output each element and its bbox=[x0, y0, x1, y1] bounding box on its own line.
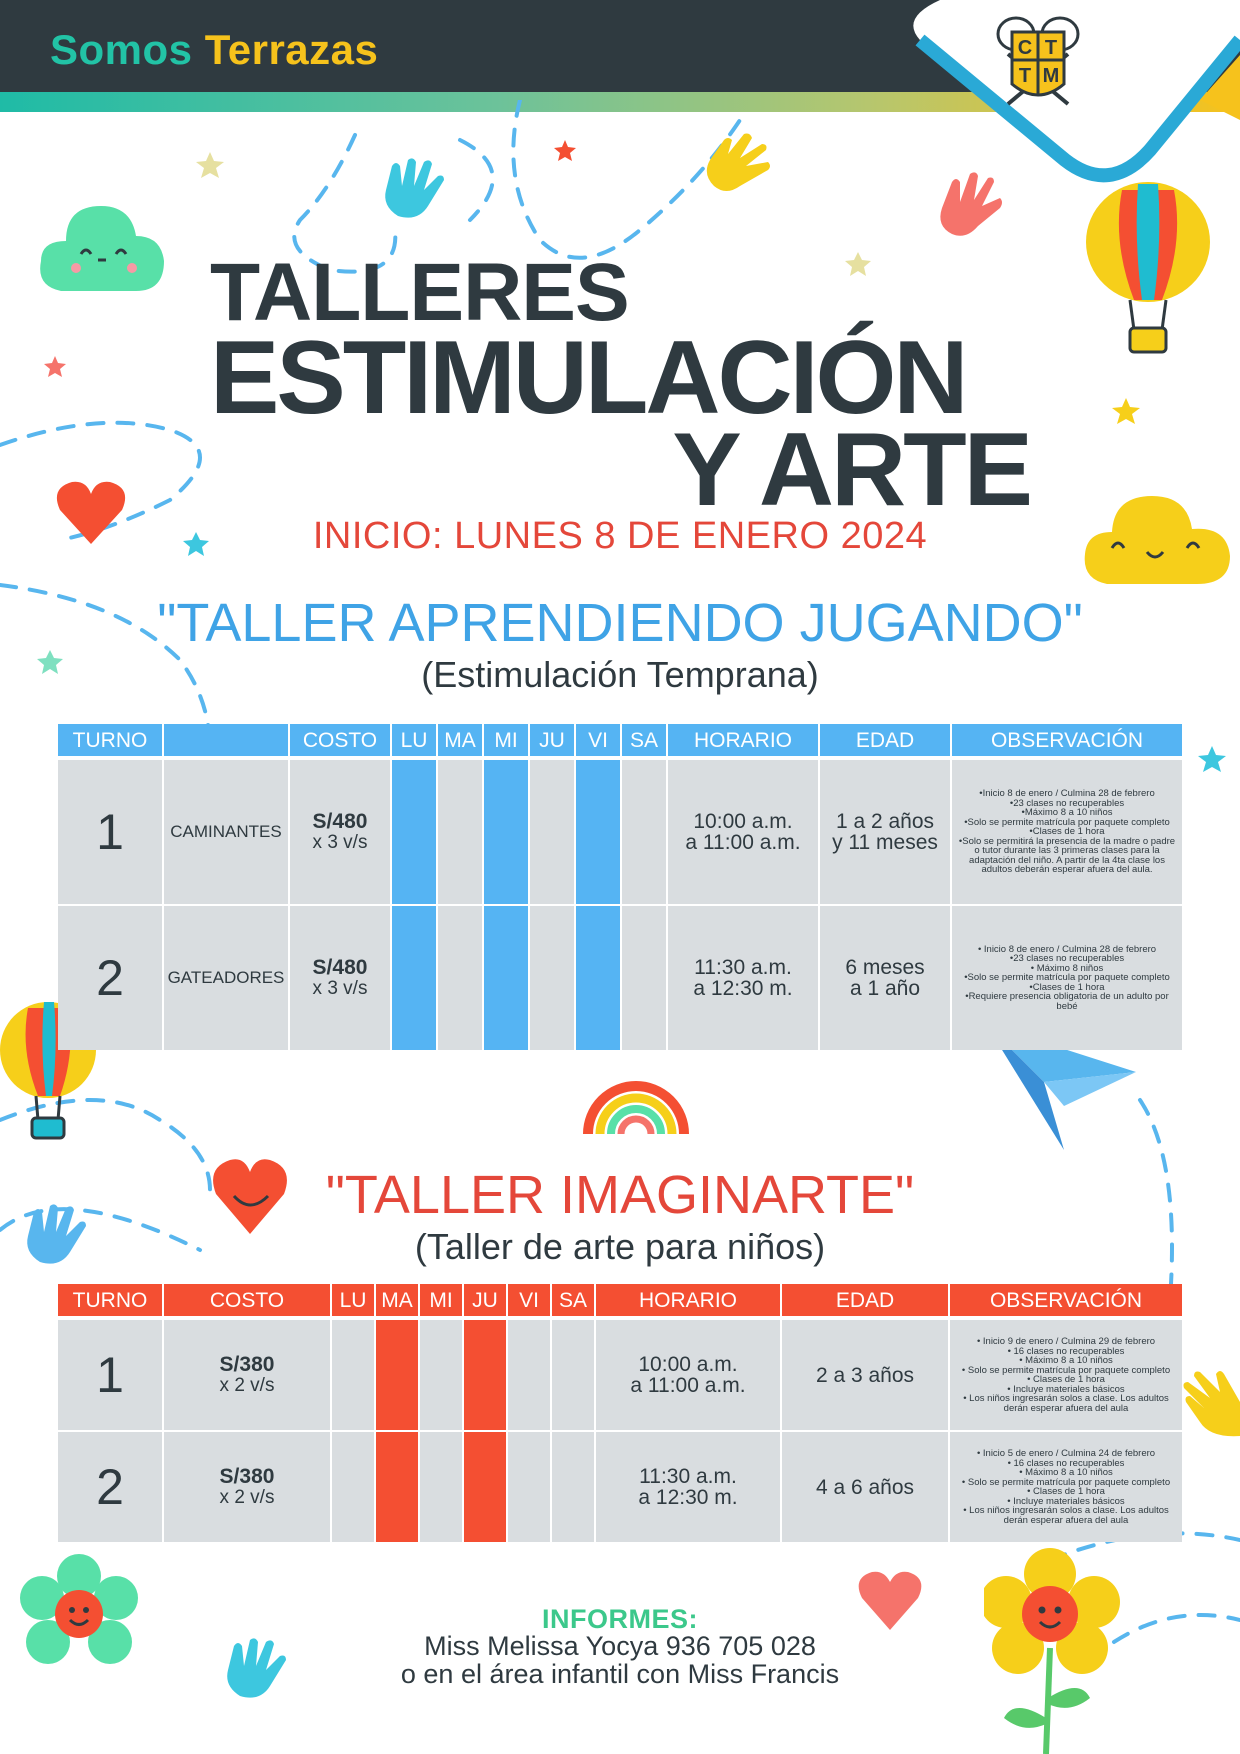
t1-r1-day-lu bbox=[392, 760, 436, 904]
t2-r2-frecuencia: x 2 v/s bbox=[219, 1487, 275, 1509]
brand-part1: Somos bbox=[50, 26, 193, 73]
taller1-header-row bbox=[58, 724, 1182, 756]
obs-line: • Solo se permite matrícula por paquete completo bbox=[961, 1364, 1171, 1376]
t2-head-vi: VI bbox=[508, 1284, 550, 1316]
t1-r1-turno: 1 bbox=[58, 760, 162, 904]
taller1-subtitle: (Estimulación Temprana) bbox=[421, 654, 819, 695]
obs-line: • 16 clases no recuperables bbox=[1007, 1345, 1125, 1357]
t1-head-mi: MI bbox=[484, 724, 528, 756]
t2-head-costo: COSTO bbox=[164, 1284, 330, 1316]
t1-head-turno: TURNO bbox=[58, 724, 162, 756]
obs-line: •Clases de 1 hora bbox=[1029, 981, 1105, 993]
t1-r1-day-ju bbox=[530, 760, 574, 904]
t1-r2-day-mi bbox=[484, 906, 528, 1050]
table-row bbox=[58, 760, 1182, 904]
t2-r1-precio: S/380 bbox=[219, 1353, 275, 1376]
t2-head-ma: MA bbox=[376, 1284, 418, 1316]
obs-line: •Solo se permite matrícula por paquete completo bbox=[964, 816, 1170, 828]
t2-r2-day-lu bbox=[332, 1432, 374, 1542]
t2-r2-day-ju bbox=[464, 1432, 506, 1542]
t1-r1-edad bbox=[820, 760, 950, 904]
t2-r1-turno: 1 bbox=[58, 1320, 162, 1430]
obs-line: •Máximo 8 a 10 niños bbox=[1021, 807, 1113, 819]
t1-r2-observacion bbox=[952, 906, 1182, 1050]
t1-head-ma: MA bbox=[438, 724, 482, 756]
obs-line: •Solo se permitirá la presencia de la madre o padre o tutor durante las 3 primeras clases para la adaptación del niño. A partir de la 4ta clase los adultos deberán esperar afuera del aula. bbox=[958, 835, 1176, 876]
obs-line: • Solo se permite matrícula por paquete completo bbox=[961, 1476, 1171, 1488]
t2-r2-day-ma bbox=[376, 1432, 418, 1542]
t2-r2-observacion bbox=[950, 1432, 1182, 1542]
t2-r2-horario-fin: a 12:30 m. bbox=[638, 1486, 738, 1509]
obs-line: •23 clases no recuperables bbox=[1009, 953, 1125, 965]
t1-r2-horario bbox=[668, 906, 818, 1050]
table-row bbox=[58, 1432, 1182, 1542]
t1-head-edad: EDAD bbox=[820, 724, 950, 756]
taller1-table bbox=[58, 724, 1182, 1050]
logo-letter-t2: T bbox=[1018, 65, 1032, 87]
t2-r1-horario bbox=[596, 1320, 780, 1430]
obs-line: • Máximo 8 a 10 niños bbox=[1019, 1467, 1113, 1478]
obs-line: • Máximo 8 niños bbox=[1030, 962, 1104, 974]
logo-letter-t1: T bbox=[1044, 37, 1058, 59]
t2-head-ju: JU bbox=[464, 1284, 506, 1316]
contact-phone: Miss Melissa Yocya 936 705 028 bbox=[424, 1631, 816, 1661]
t1-r2-precio: S/480 bbox=[312, 956, 368, 979]
t1-r2-grupo: GATEADORES bbox=[164, 906, 288, 1050]
t1-head-grupo bbox=[164, 724, 288, 756]
t2-r1-costo bbox=[164, 1320, 330, 1430]
obs-line: •23 clases no recuperables bbox=[1009, 797, 1125, 809]
t1-r2-edad bbox=[820, 906, 950, 1050]
t2-r2-turno: 2 bbox=[58, 1432, 162, 1542]
obs-line: • Los niños ingresarán solos a clase. Los adultos derán esperar afuera del aula bbox=[963, 1393, 1169, 1414]
t2-r1-day-ma bbox=[376, 1320, 418, 1430]
t1-r2-day-ma bbox=[438, 906, 482, 1050]
t1-r1-horario-inicio: 10:00 a.m. bbox=[693, 810, 793, 833]
t1-head-sa: SA bbox=[622, 724, 666, 756]
taller2-subtitle: (Taller de arte para niños) bbox=[414, 1226, 826, 1267]
t1-r1-day-sa bbox=[622, 760, 666, 904]
obs-line: • Inicio 8 de enero / Culmina 28 de febrero bbox=[977, 943, 1157, 955]
title-line3: Y ARTE bbox=[672, 412, 1030, 528]
t2-head-edad: EDAD bbox=[782, 1284, 948, 1316]
t1-head-lu: LU bbox=[392, 724, 436, 756]
t2-r1-horario-inicio: 10:00 a.m. bbox=[638, 1353, 738, 1376]
t1-r2-costo bbox=[290, 906, 390, 1050]
t1-r1-edad-2: y 11 meses bbox=[832, 831, 938, 854]
t1-r1-frecuencia: x 3 v/s bbox=[312, 832, 368, 854]
t2-r1-frecuencia: x 2 v/s bbox=[219, 1375, 275, 1397]
t1-r2-horario-inicio: 11:30 a.m. bbox=[694, 956, 792, 979]
t1-r2-horario-fin: a 12:30 m. bbox=[693, 977, 793, 1000]
t2-r1-day-lu bbox=[332, 1320, 374, 1430]
t1-r1-edad-1: 1 a 2 años bbox=[835, 810, 935, 833]
t1-head-horario: HORARIO bbox=[668, 724, 818, 756]
t2-r2-day-vi bbox=[508, 1432, 550, 1542]
obs-line: •Clases de 1 hora bbox=[1029, 826, 1105, 838]
t2-head-mi: MI bbox=[420, 1284, 462, 1316]
title-line1: TALLERES bbox=[210, 247, 629, 338]
t2-head-sa: SA bbox=[552, 1284, 594, 1316]
t2-r1-day-sa bbox=[552, 1320, 594, 1430]
t1-head-vi: VI bbox=[576, 724, 620, 756]
t2-r1-horario-fin: a 11:00 a.m. bbox=[630, 1374, 746, 1397]
t2-r1-edad: 2 a 3 años bbox=[782, 1320, 948, 1430]
t2-r2-day-sa bbox=[552, 1432, 594, 1542]
start-date: INICIO: LUNES 8 DE ENERO 2024 bbox=[312, 515, 928, 557]
t1-r2-day-lu bbox=[392, 906, 436, 1050]
t1-r2-edad-2: a 1 año bbox=[849, 977, 921, 1000]
title-line2: ESTIMULACIÓN bbox=[210, 320, 966, 436]
t1-r1-observacion bbox=[952, 760, 1182, 904]
obs-line: •Solo se permite matrícula por paquete completo bbox=[964, 972, 1170, 984]
obs-line: • Inicio 9 de enero / Culmina 29 de febrero bbox=[976, 1336, 1156, 1347]
taller2-title: "TALLER IMAGINARTE" bbox=[325, 1165, 915, 1225]
obs-line: • Clases de 1 hora bbox=[1027, 1374, 1105, 1385]
t2-r2-edad: 4 a 6 años bbox=[782, 1432, 948, 1542]
taller2-table bbox=[58, 1284, 1182, 1542]
t1-r1-day-mi bbox=[484, 760, 528, 904]
table-row bbox=[58, 906, 1182, 1050]
t1-r2-edad-1: 6 meses bbox=[845, 956, 925, 979]
obs-line: •Inicio 8 de enero / Culmina 28 de febrero bbox=[979, 788, 1155, 800]
brand-part2: Terrazas bbox=[204, 26, 379, 73]
t2-r2-precio: S/380 bbox=[219, 1465, 275, 1488]
t2-head-observacion: OBSERVACIÓN bbox=[950, 1284, 1182, 1316]
t1-r1-day-ma bbox=[438, 760, 482, 904]
t2-head-horario: HORARIO bbox=[596, 1284, 780, 1316]
t1-r2-frecuencia: x 3 v/s bbox=[312, 978, 368, 1000]
informes-label: INFORMES: bbox=[542, 1604, 698, 1634]
obs-line: • Inicio 5 de enero / Culmina 24 de febrero bbox=[976, 1448, 1156, 1459]
taller1-title: "TALLER APRENDIENDO JUGANDO" bbox=[157, 593, 1083, 653]
t1-r1-horario bbox=[668, 760, 818, 904]
t2-r1-observacion bbox=[950, 1320, 1182, 1430]
t1-r1-costo bbox=[290, 760, 390, 904]
obs-line: • Los niños ingresarán solos a clase. Los adultos derán esperar afuera del aula bbox=[963, 1505, 1169, 1526]
table-row bbox=[58, 1320, 1182, 1430]
t1-r2-day-ju bbox=[530, 906, 574, 1050]
t1-r2-day-sa bbox=[622, 906, 666, 1050]
t1-r1-grupo: CAMINANTES bbox=[164, 760, 288, 904]
logo-letter-c: C bbox=[1017, 37, 1033, 59]
t1-head-costo: COSTO bbox=[290, 724, 390, 756]
t2-head-turno: TURNO bbox=[58, 1284, 162, 1316]
obs-line: • Máximo 8 a 10 niños bbox=[1019, 1355, 1113, 1366]
t2-head-lu: LU bbox=[332, 1284, 374, 1316]
t1-head-ju: JU bbox=[530, 724, 574, 756]
t1-r1-precio: S/480 bbox=[312, 810, 368, 833]
logo-letter-m: M bbox=[1042, 65, 1060, 87]
t1-r2-turno: 2 bbox=[58, 906, 162, 1050]
obs-line: • Incluye materiales básicos bbox=[1007, 1495, 1125, 1507]
obs-line: • Clases de 1 hora bbox=[1027, 1486, 1105, 1497]
obs-line: •Requiere presencia obligatoria de un adulto por bebé bbox=[965, 991, 1169, 1012]
taller2-header-row bbox=[58, 1284, 1182, 1316]
t2-r2-horario bbox=[596, 1432, 780, 1542]
t2-r1-day-vi bbox=[508, 1320, 550, 1430]
t1-head-observacion: OBSERVACIÓN bbox=[952, 724, 1182, 756]
obs-line: • Incluye materiales básicos bbox=[1007, 1383, 1125, 1395]
t2-r2-horario-inicio: 11:30 a.m. bbox=[639, 1465, 737, 1488]
t1-r1-horario-fin: a 11:00 a.m. bbox=[685, 831, 801, 854]
t1-r2-day-vi bbox=[576, 906, 620, 1050]
t2-r2-day-mi bbox=[420, 1432, 462, 1542]
t2-r1-day-mi bbox=[420, 1320, 462, 1430]
t2-r1-day-ju bbox=[464, 1320, 506, 1430]
t1-r1-day-vi bbox=[576, 760, 620, 904]
obs-line: • 16 clases no recuperables bbox=[1007, 1457, 1125, 1469]
rainbow-icon bbox=[580, 1058, 692, 1138]
contact-area: o en el área infantil con Miss Francis bbox=[400, 1659, 840, 1689]
t2-r2-costo bbox=[164, 1432, 330, 1542]
